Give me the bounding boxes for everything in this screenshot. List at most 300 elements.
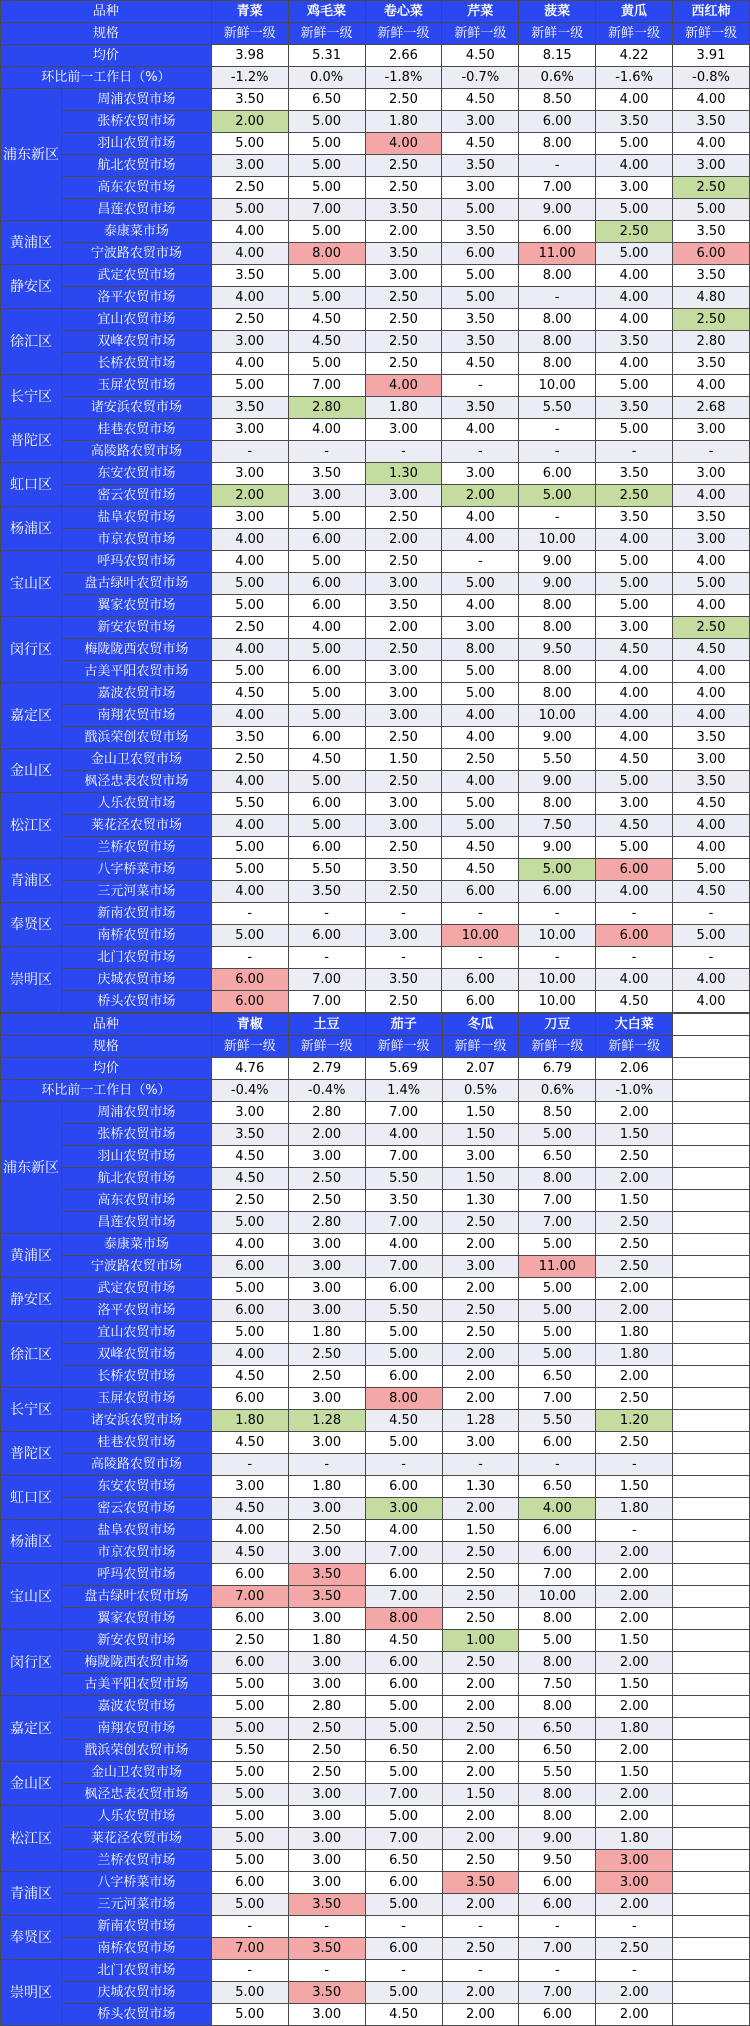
- price-cell: 2.00: [442, 1366, 519, 1388]
- market-row: [1, 287, 750, 309]
- empty-cell: [673, 1476, 750, 1498]
- empty-cell: [673, 1278, 750, 1300]
- price-cell: 9.50: [519, 1850, 596, 1872]
- price-cell: 5.00: [288, 771, 365, 793]
- market-name: 密云农贸市场: [61, 485, 211, 507]
- price-cell: 3.50: [288, 1938, 365, 1960]
- change-value: -1.0%: [596, 1080, 673, 1102]
- price-cell: 2.00: [442, 1498, 519, 1520]
- price-cell: 5.00: [365, 1982, 442, 2004]
- price-cell: 4.50: [211, 1168, 288, 1190]
- price-cell: 3.00: [673, 463, 750, 485]
- market-name: 翼家农贸市场: [61, 1608, 211, 1630]
- price-cell: 6.00: [519, 463, 596, 485]
- price-cell: 4.00: [596, 705, 673, 727]
- price-cell: 5.00: [596, 837, 673, 859]
- price-cell: 7.00: [365, 1828, 442, 1850]
- price-cell: 5.50: [519, 1762, 596, 1784]
- market-row: [1, 1938, 750, 1960]
- market-name: 宁波路农贸市场: [61, 1256, 211, 1278]
- price-cell: 3.00: [288, 1850, 365, 1872]
- price-cell: -: [211, 441, 288, 463]
- price-cell: 5.00: [673, 859, 750, 881]
- price-cell: 5.00: [288, 177, 365, 199]
- price-cell: 10.00: [519, 529, 596, 551]
- price-cell: 2.50: [442, 749, 519, 771]
- price-cell: -: [211, 1454, 288, 1476]
- market-row: [1, 1564, 750, 1586]
- price-cell: 4.00: [211, 815, 288, 837]
- price-cell: 6.00: [519, 1542, 596, 1564]
- market-name: 南桥农贸市场: [61, 925, 211, 947]
- price-cell: 5.50: [288, 859, 365, 881]
- price-cell: 9.00: [519, 771, 596, 793]
- price-cell: 2.50: [673, 177, 750, 199]
- price-cell: 1.50: [442, 1520, 519, 1542]
- market-name: 南桥农贸市场: [61, 1938, 211, 1960]
- price-cell: 3.50: [365, 199, 442, 221]
- price-cell: 7.00: [365, 1102, 442, 1124]
- price-cell: 5.00: [211, 1806, 288, 1828]
- price-cell: 3.50: [673, 111, 750, 133]
- market-name: 梅陇陇西农贸市场: [61, 1652, 211, 1674]
- change-row: [1, 1080, 750, 1102]
- district-name: 宝山区: [1, 551, 62, 617]
- price-cell: -: [442, 441, 519, 463]
- price-cell: 1.80: [596, 1322, 673, 1344]
- price-cell: 7.00: [519, 177, 596, 199]
- price-cell: 6.00: [519, 111, 596, 133]
- price-cell: 4.80: [673, 287, 750, 309]
- market-name: 高东农贸市场: [61, 177, 211, 199]
- price-cell: 9.00: [519, 837, 596, 859]
- price-cell: 5.00: [211, 133, 288, 155]
- price-cell: 2.50: [288, 1740, 365, 1762]
- change-value: -1.2%: [211, 67, 288, 89]
- price-cell: 3.50: [288, 1982, 365, 2004]
- price-cell: 3.50: [288, 1894, 365, 1916]
- product-name: 冬瓜: [442, 1014, 519, 1036]
- price-cell: 6.00: [288, 661, 365, 683]
- price-cell: 2.80: [288, 1212, 365, 1234]
- price-cell: 4.50: [288, 331, 365, 353]
- price-cell: 2.50: [596, 1256, 673, 1278]
- price-cell: 5.00: [596, 419, 673, 441]
- market-name: 兰桥农贸市场: [61, 1850, 211, 1872]
- price-cell: 6.00: [365, 1476, 442, 1498]
- change-value: 1.4%: [365, 1080, 442, 1102]
- price-cell: 5.00: [211, 1828, 288, 1850]
- price-cell: 10.00: [519, 705, 596, 727]
- price-cell: 5.00: [288, 683, 365, 705]
- market-row: [1, 1718, 750, 1740]
- price-cell: 2.00: [442, 485, 519, 507]
- price-cell: 5.00: [288, 287, 365, 309]
- price-cell: 3.00: [673, 529, 750, 551]
- price-cell: 6.50: [365, 1850, 442, 1872]
- price-cell: 2.00: [442, 1828, 519, 1850]
- price-cell: 4.50: [596, 639, 673, 661]
- price-cell: 4.50: [596, 991, 673, 1013]
- price-cell: 6.50: [519, 1718, 596, 1740]
- market-row: [1, 881, 750, 903]
- price-cell: 6.00: [365, 1564, 442, 1586]
- price-cell: 4.00: [442, 705, 519, 727]
- price-cell: 5.00: [365, 1696, 442, 1718]
- price-cell: 3.00: [365, 661, 442, 683]
- market-row: [1, 683, 750, 705]
- price-cell: 2.50: [596, 1938, 673, 1960]
- market-name: 航北农贸市场: [61, 155, 211, 177]
- price-cell: -: [596, 903, 673, 925]
- district-name: 崇明区: [1, 1960, 62, 2026]
- price-cell: -: [442, 375, 519, 397]
- empty-cell: [673, 1652, 750, 1674]
- price-cell: 2.00: [596, 1586, 673, 1608]
- price-cell: 6.00: [519, 2004, 596, 2026]
- market-row: [1, 903, 750, 925]
- price-cell: 2.50: [442, 1322, 519, 1344]
- price-cell: 4.00: [673, 661, 750, 683]
- price-cell: 6.50: [519, 1476, 596, 1498]
- price-cell: 8.00: [519, 661, 596, 683]
- price-cell: 3.00: [288, 1828, 365, 1850]
- price-cell: 5.00: [211, 1718, 288, 1740]
- price-cell: 5.00: [365, 1806, 442, 1828]
- price-cell: 5.00: [596, 199, 673, 221]
- market-row: [1, 1740, 750, 1762]
- price-cell: 5.00: [211, 375, 288, 397]
- price-cell: -: [211, 947, 288, 969]
- price-cell: 1.50: [365, 749, 442, 771]
- price-cell: 4.00: [596, 309, 673, 331]
- market-name: 市京农贸市场: [61, 529, 211, 551]
- market-name: 玉屏农贸市场: [61, 1388, 211, 1410]
- price-cell: 1.50: [442, 1124, 519, 1146]
- price-cell: 2.50: [365, 639, 442, 661]
- price-cell: 5.00: [365, 1762, 442, 1784]
- price-cell: 6.00: [288, 837, 365, 859]
- district-name: 奉贤区: [1, 903, 62, 947]
- price-cell: 5.00: [288, 221, 365, 243]
- price-cell: 5.00: [288, 155, 365, 177]
- price-cell: 4.50: [596, 815, 673, 837]
- price-cell: -: [596, 1960, 673, 1982]
- price-cell: 5.00: [673, 925, 750, 947]
- price-cell: 2.50: [596, 1234, 673, 1256]
- price-cell: 3.50: [288, 1564, 365, 1586]
- price-cell: 1.28: [288, 1410, 365, 1432]
- district-name: 徐汇区: [1, 1322, 62, 1388]
- price-cell: 5.00: [519, 1344, 596, 1366]
- price-cell: 4.50: [211, 1498, 288, 1520]
- market-name: 盐阜农贸市场: [61, 507, 211, 529]
- price-cell: 5.00: [596, 551, 673, 573]
- price-cell: 5.00: [288, 639, 365, 661]
- market-name: 长桥农贸市场: [61, 1366, 211, 1388]
- price-cell: 3.50: [288, 881, 365, 903]
- price-cell: 4.00: [596, 89, 673, 111]
- price-cell: 5.00: [596, 573, 673, 595]
- product-name: 青椒: [211, 1014, 288, 1036]
- price-cell: 6.50: [365, 1740, 442, 1762]
- price-cell: 2.80: [288, 397, 365, 419]
- average-price-value: 4.22: [596, 45, 673, 67]
- market-row: [1, 749, 750, 771]
- price-cell: 2.50: [211, 749, 288, 771]
- empty-cell: [673, 1674, 750, 1696]
- price-cell: 5.00: [211, 859, 288, 881]
- average-price-value: 2.07: [442, 1058, 519, 1080]
- market-row: [1, 1212, 750, 1234]
- market-name: 嘉波农贸市场: [61, 683, 211, 705]
- price-cell: 4.00: [673, 705, 750, 727]
- market-name: 盐阜农贸市场: [61, 1520, 211, 1542]
- price-cell: 5.00: [288, 265, 365, 287]
- empty-cell: [673, 1190, 750, 1212]
- price-cell: 7.00: [211, 1938, 288, 1960]
- price-cell: 3.50: [442, 331, 519, 353]
- empty-cell: [673, 1806, 750, 1828]
- market-row: [1, 111, 750, 133]
- price-cell: 2.00: [211, 111, 288, 133]
- price-cell: 5.00: [519, 1124, 596, 1146]
- market-name: 武定农贸市场: [61, 265, 211, 287]
- price-cell: 4.50: [442, 837, 519, 859]
- market-name: 洛平农贸市场: [61, 287, 211, 309]
- market-row: [1, 1894, 750, 1916]
- price-cell: 7.00: [288, 969, 365, 991]
- product-spec: 新鲜一级: [365, 1036, 442, 1058]
- price-cell: 4.50: [211, 1432, 288, 1454]
- market-name: 枫泾忠表农贸市场: [61, 1784, 211, 1806]
- market-name: 新南农贸市场: [61, 1916, 211, 1938]
- price-cell: 4.00: [211, 353, 288, 375]
- price-cell: 2.00: [288, 1124, 365, 1146]
- price-cell: 4.50: [442, 133, 519, 155]
- price-cell: 3.50: [442, 1872, 519, 1894]
- price-cell: 3.00: [365, 573, 442, 595]
- empty-cell: [673, 1058, 750, 1080]
- district-name: 松江区: [1, 793, 62, 859]
- empty-cell: [673, 1740, 750, 1762]
- price-cell: 7.00: [519, 1938, 596, 1960]
- average-price-value: 5.31: [288, 45, 365, 67]
- empty-cell: [673, 1212, 750, 1234]
- price-cell: 5.00: [365, 1344, 442, 1366]
- price-cell: 4.50: [211, 683, 288, 705]
- price-cell: 3.50: [211, 265, 288, 287]
- price-cell: -: [596, 947, 673, 969]
- header-row-spec: [1, 23, 750, 45]
- market-row: [1, 529, 750, 551]
- empty-cell: [673, 1718, 750, 1740]
- market-row: [1, 243, 750, 265]
- market-row: [1, 1630, 750, 1652]
- header-row-variety: [1, 1, 750, 23]
- average-price-value: 2.66: [365, 45, 442, 67]
- price-cell: 3.00: [288, 1432, 365, 1454]
- empty-cell: [673, 1366, 750, 1388]
- market-name: 泰康菜市场: [61, 1234, 211, 1256]
- price-cell: 5.00: [211, 595, 288, 617]
- change-value: 0.6%: [519, 1080, 596, 1102]
- empty-cell: [673, 1850, 750, 1872]
- price-cell: 2.50: [596, 1388, 673, 1410]
- price-cell: 2.00: [442, 1982, 519, 2004]
- market-row: [1, 331, 750, 353]
- price-cell: 4.00: [442, 529, 519, 551]
- price-cell: 4.00: [673, 991, 750, 1013]
- price-cell: 2.00: [211, 485, 288, 507]
- price-cell: 2.00: [596, 1102, 673, 1124]
- price-cell: 2.50: [288, 1762, 365, 1784]
- price-cell: 5.00: [442, 683, 519, 705]
- price-cell: 3.00: [442, 1146, 519, 1168]
- price-cell: 4.00: [442, 727, 519, 749]
- empty-cell: [673, 1630, 750, 1652]
- price-cell: 8.00: [519, 617, 596, 639]
- market-name: 东安农贸市场: [61, 1476, 211, 1498]
- price-cell: 4.00: [288, 617, 365, 639]
- price-cell: 6.00: [211, 969, 288, 991]
- price-cell: 3.00: [596, 793, 673, 815]
- district-name: 宝山区: [1, 1564, 62, 1630]
- empty-cell: [673, 1014, 750, 1036]
- price-cell: 3.00: [365, 1498, 442, 1520]
- price-cell: 2.00: [596, 2004, 673, 2026]
- market-name: 昌莲农贸市场: [61, 1212, 211, 1234]
- market-name: 玉屏农贸市场: [61, 375, 211, 397]
- price-cell: 2.50: [365, 991, 442, 1013]
- market-row: [1, 1234, 750, 1256]
- price-cell: -: [288, 903, 365, 925]
- market-row: [1, 1542, 750, 1564]
- price-cell: 5.00: [211, 573, 288, 595]
- price-cell: 4.50: [288, 309, 365, 331]
- market-name: 羽山农贸市场: [61, 1146, 211, 1168]
- district-name: 普陀区: [1, 1432, 62, 1476]
- average-price-row: [1, 1058, 750, 1080]
- price-cell: 11.00: [519, 1256, 596, 1278]
- price-cell: 2.80: [288, 1696, 365, 1718]
- product-name: 芹菜: [442, 1, 519, 23]
- price-cell: 4.00: [596, 265, 673, 287]
- price-cell: 2.50: [596, 221, 673, 243]
- price-cell: 4.00: [442, 595, 519, 617]
- price-cell: 2.00: [596, 1696, 673, 1718]
- price-cell: 6.00: [519, 1432, 596, 1454]
- change-value: 0.0%: [288, 67, 365, 89]
- market-row: [1, 1410, 750, 1432]
- price-cell: 4.50: [365, 1630, 442, 1652]
- price-cell: 5.00: [211, 1322, 288, 1344]
- price-cell: 5.00: [365, 1432, 442, 1454]
- market-name: 东安农贸市场: [61, 463, 211, 485]
- price-cell: 5.00: [673, 573, 750, 595]
- price-cell: 7.00: [288, 199, 365, 221]
- district-name: 普陀区: [1, 419, 62, 463]
- market-name: 呼玛农贸市场: [61, 1564, 211, 1586]
- price-cell: 3.50: [596, 331, 673, 353]
- price-cell: 1.50: [596, 1762, 673, 1784]
- price-cell: -: [519, 155, 596, 177]
- price-cell: 2.50: [288, 1344, 365, 1366]
- price-cell: 3.50: [673, 221, 750, 243]
- price-cell: 5.00: [288, 353, 365, 375]
- market-row: [1, 617, 750, 639]
- market-name: 金山卫农贸市场: [61, 1762, 211, 1784]
- price-cell: 2.00: [442, 1278, 519, 1300]
- price-cell: 5.00: [519, 859, 596, 881]
- change-row: [1, 67, 750, 89]
- empty-cell: [673, 1322, 750, 1344]
- price-cell: 6.00: [519, 221, 596, 243]
- price-cell: 1.80: [365, 397, 442, 419]
- price-cell: -: [365, 441, 442, 463]
- price-cell: 8.00: [519, 793, 596, 815]
- price-cell: 3.00: [365, 265, 442, 287]
- price-cell: 2.00: [596, 1982, 673, 2004]
- price-cell: -: [211, 1916, 288, 1938]
- price-cell: 3.50: [365, 969, 442, 991]
- product-name: 茄子: [365, 1014, 442, 1036]
- price-cell: 1.50: [596, 1630, 673, 1652]
- price-cell: 3.00: [442, 1256, 519, 1278]
- market-name: 庆城农贸市场: [61, 1982, 211, 2004]
- price-cell: 6.00: [365, 1652, 442, 1674]
- price-cell: 2.50: [442, 1212, 519, 1234]
- price-cell: 6.00: [442, 243, 519, 265]
- change-value: -1.6%: [596, 67, 673, 89]
- price-cell: 3.00: [288, 1608, 365, 1630]
- empty-cell: [673, 1542, 750, 1564]
- price-cell: 2.50: [365, 881, 442, 903]
- price-cell: 10.00: [519, 925, 596, 947]
- average-price-value: 4.76: [211, 1058, 288, 1080]
- price-cell: 4.00: [365, 1234, 442, 1256]
- market-row: [1, 2004, 750, 2026]
- price-cell: 2.00: [442, 1740, 519, 1762]
- price-cell: 3.50: [673, 727, 750, 749]
- price-cell: 6.00: [442, 969, 519, 991]
- district-name: 闵行区: [1, 1630, 62, 1696]
- empty-cell: [673, 1498, 750, 1520]
- market-name: 桂巷农贸市场: [61, 419, 211, 441]
- price-cell: -: [288, 1960, 365, 1982]
- market-row: [1, 1608, 750, 1630]
- market-name: 武定农贸市场: [61, 1278, 211, 1300]
- price-cell: 4.00: [596, 969, 673, 991]
- price-cell: 2.50: [365, 89, 442, 111]
- price-cell: 2.50: [596, 1146, 673, 1168]
- price-cell: 4.50: [211, 1366, 288, 1388]
- market-row: [1, 837, 750, 859]
- empty-cell: [673, 1762, 750, 1784]
- market-row: [1, 661, 750, 683]
- price-cell: 7.00: [211, 1586, 288, 1608]
- price-cell: 4.00: [211, 529, 288, 551]
- product-spec: 新鲜一级: [673, 23, 750, 45]
- price-cell: 5.50: [211, 1740, 288, 1762]
- price-cell: 2.50: [288, 1366, 365, 1388]
- price-cell: 3.00: [288, 2004, 365, 2026]
- price-cell: 3.00: [365, 815, 442, 837]
- price-cell: 8.50: [519, 89, 596, 111]
- price-cell: 5.00: [211, 1212, 288, 1234]
- price-cell: 2.50: [365, 837, 442, 859]
- price-cell: 5.00: [211, 1982, 288, 2004]
